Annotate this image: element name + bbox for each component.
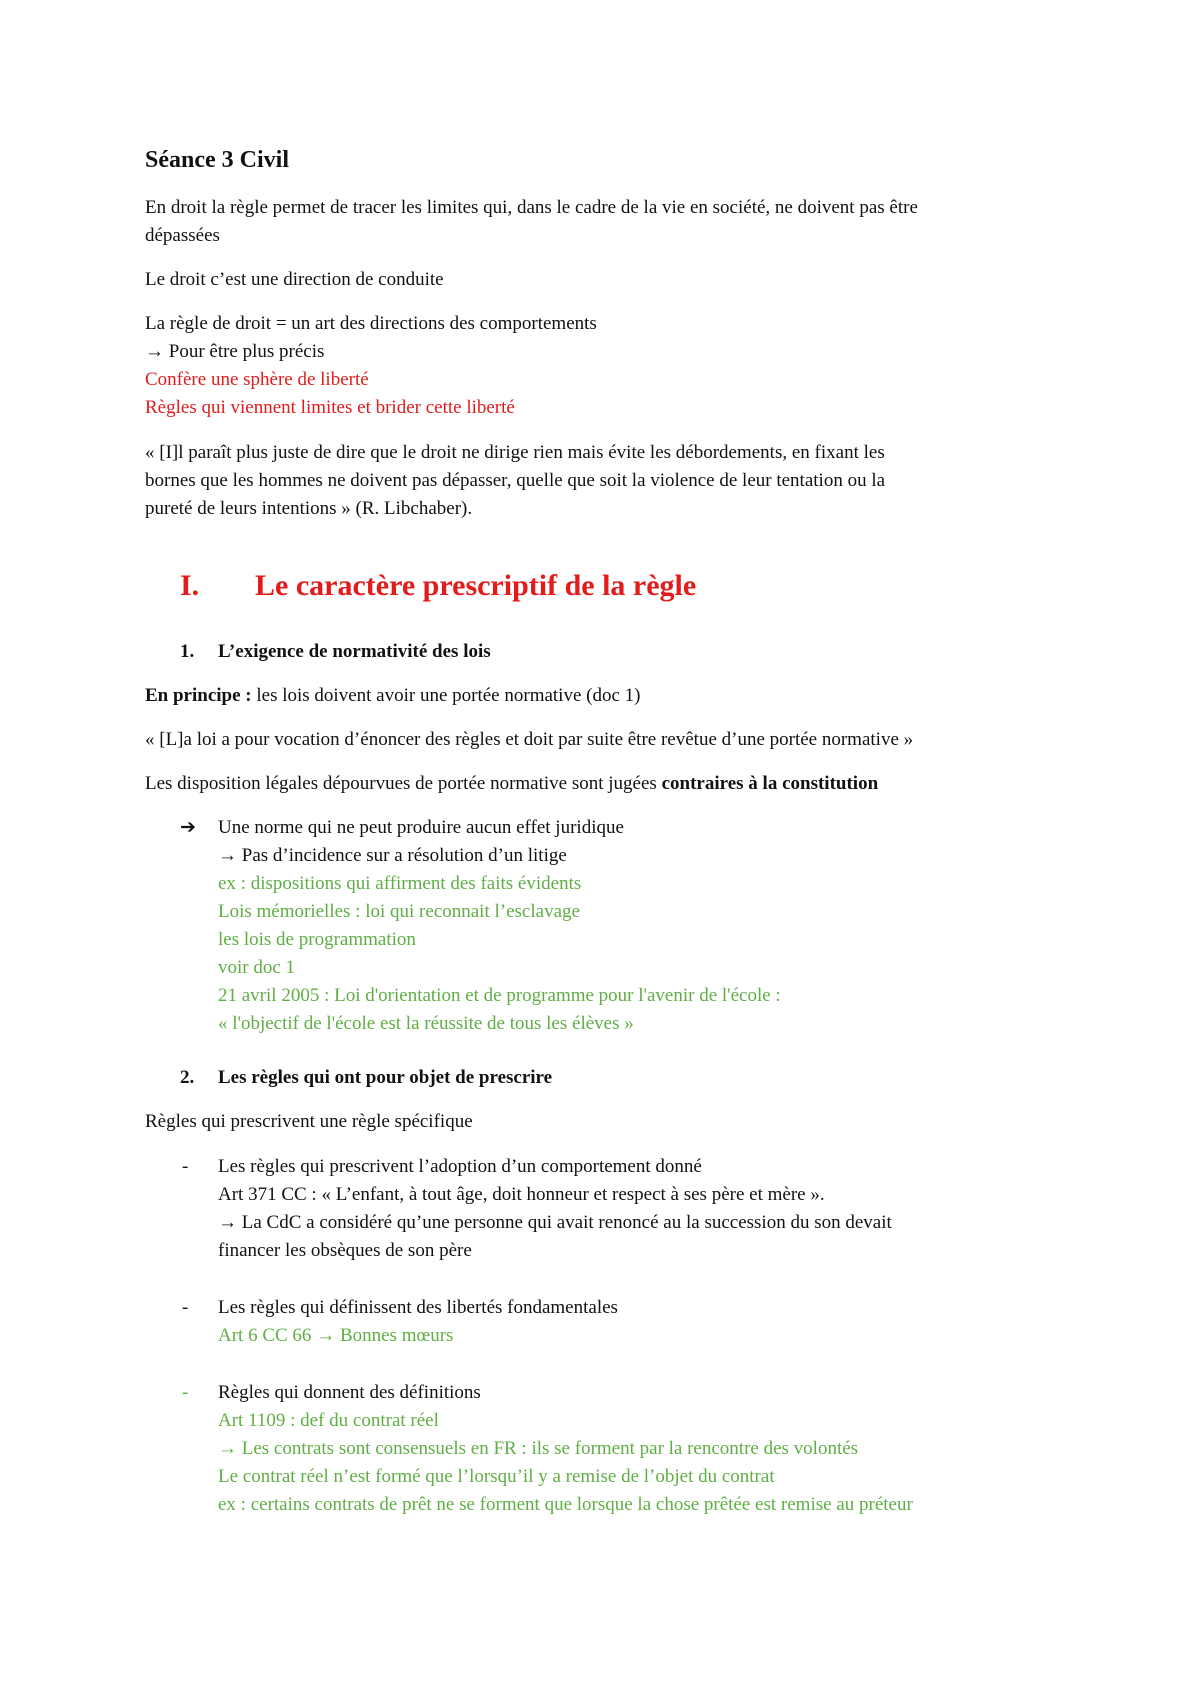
list-item-text: Règles qui donnent des définitions <box>218 1382 481 1403</box>
page-title: Séance 3 Civil <box>145 147 289 173</box>
arrow-icon: → <box>145 341 164 362</box>
quote-line: « [I]l paraît plus juste de dire que le droit ne dirige rien mais évite les débordements, en fixant les <box>145 442 885 463</box>
subsection-number: 2. <box>180 1067 195 1088</box>
example-line: Le contrat réel n’est formé que l’lorsqu’il y a remise de l’objet du contrat <box>218 1466 775 1487</box>
example-line: Art 6 CC 66 → Bonnes mœurs <box>218 1325 454 1346</box>
list-item-text: Les règles qui prescrivent l’adoption d’un comportement donné <box>218 1156 702 1177</box>
arrow-icon: → <box>218 845 237 866</box>
subsection-intro: Règles qui prescrivent une règle spécifique <box>145 1111 473 1132</box>
dash-bullet: - <box>182 1297 189 1318</box>
arrow-icon: → <box>218 1212 237 1233</box>
example-line: voir doc 1 <box>218 957 296 978</box>
example-line: Art 1109 : def du contrat réel <box>218 1410 439 1431</box>
highlight-line: Règles qui viennent limites et brider cette liberté <box>145 397 515 418</box>
example-line: ex : dispositions qui affirment des faits évidents <box>218 873 582 894</box>
example-line: → Les contrats sont consensuels en FR : ils se forment par la rencontre des volontés <box>218 1438 859 1459</box>
quote-line: pureté de leurs intentions » (R. Libchaber). <box>145 498 473 519</box>
intro-paragraph: Le droit c’est une direction de conduite <box>145 269 444 290</box>
principe-line: En principe : les lois doivent avoir une portée normative (doc 1) <box>145 685 641 706</box>
disposition-line: Les disposition légales dépourvues de portée normative sont jugées contraires à la constitution <box>145 773 879 794</box>
dash-bullet: - <box>182 1156 189 1177</box>
quote-line: « [L]a loi a pour vocation d’énoncer des règles et doit par suite être revêtue d’une portée normative » <box>145 729 914 750</box>
arrow-line: → La CdC a considéré qu’une personne qui avait renoncé au la succession du son devait <box>218 1212 892 1233</box>
arrow-icon: → <box>316 1325 336 1346</box>
arrow-line: → Pour être plus précis <box>145 341 325 362</box>
example-line: Lois mémorielles : loi qui reconnait l’esclavage <box>218 901 580 922</box>
highlight-line: Confère une sphère de liberté <box>145 369 369 390</box>
intro-paragraph: La règle de droit = un art des directions des comportements <box>145 313 597 334</box>
section-heading: Le caractère prescriptif de la règle <box>255 569 697 602</box>
intro-paragraph-line: En droit la règle permet de tracer les limites qui, dans le cadre de la vie en société, ne doivent pas être <box>145 197 918 218</box>
list-item-text: Art 371 CC : « L’enfant, à tout âge, doit honneur et respect à ses père et mère ». <box>218 1184 825 1205</box>
subsection-number: 1. <box>180 641 195 662</box>
example-line: 21 avril 2005 : Loi d'orientation et de programme pour l'avenir de l'école : <box>218 985 781 1006</box>
example-line: « l'objectif de l'école est la réussite de tous les élèves » <box>218 1013 634 1034</box>
dash-bullet: - <box>182 1382 189 1403</box>
subsection-heading: Les règles qui ont pour objet de prescrire <box>218 1067 553 1088</box>
list-item-text: financer les obsèques de son père <box>218 1240 472 1261</box>
bullet-text: Une norme qui ne peut produire aucun effet juridique <box>218 817 624 838</box>
example-line: les lois de programmation <box>218 929 416 950</box>
bullet-arrow-icon: ➔ <box>180 817 196 838</box>
intro-paragraph-line: dépassées <box>145 225 220 246</box>
subsection-heading: L’exigence de normativité des lois <box>218 641 491 662</box>
list-item-text: Les règles qui définissent des libertés fondamentales <box>218 1297 618 1318</box>
example-line: ex : certains contrats de prêt ne se forment que lorsque la chose prêtée est remise au préteur <box>218 1494 913 1515</box>
section-number: I. <box>180 569 200 602</box>
quote-line: bornes que les hommes ne doivent pas dépasser, quelle que soit la violence de leur tentation ou la <box>145 470 886 491</box>
arrow-line: → Pas d’incidence sur a résolution d’un litige <box>218 845 567 866</box>
arrow-icon: → <box>218 1438 237 1459</box>
